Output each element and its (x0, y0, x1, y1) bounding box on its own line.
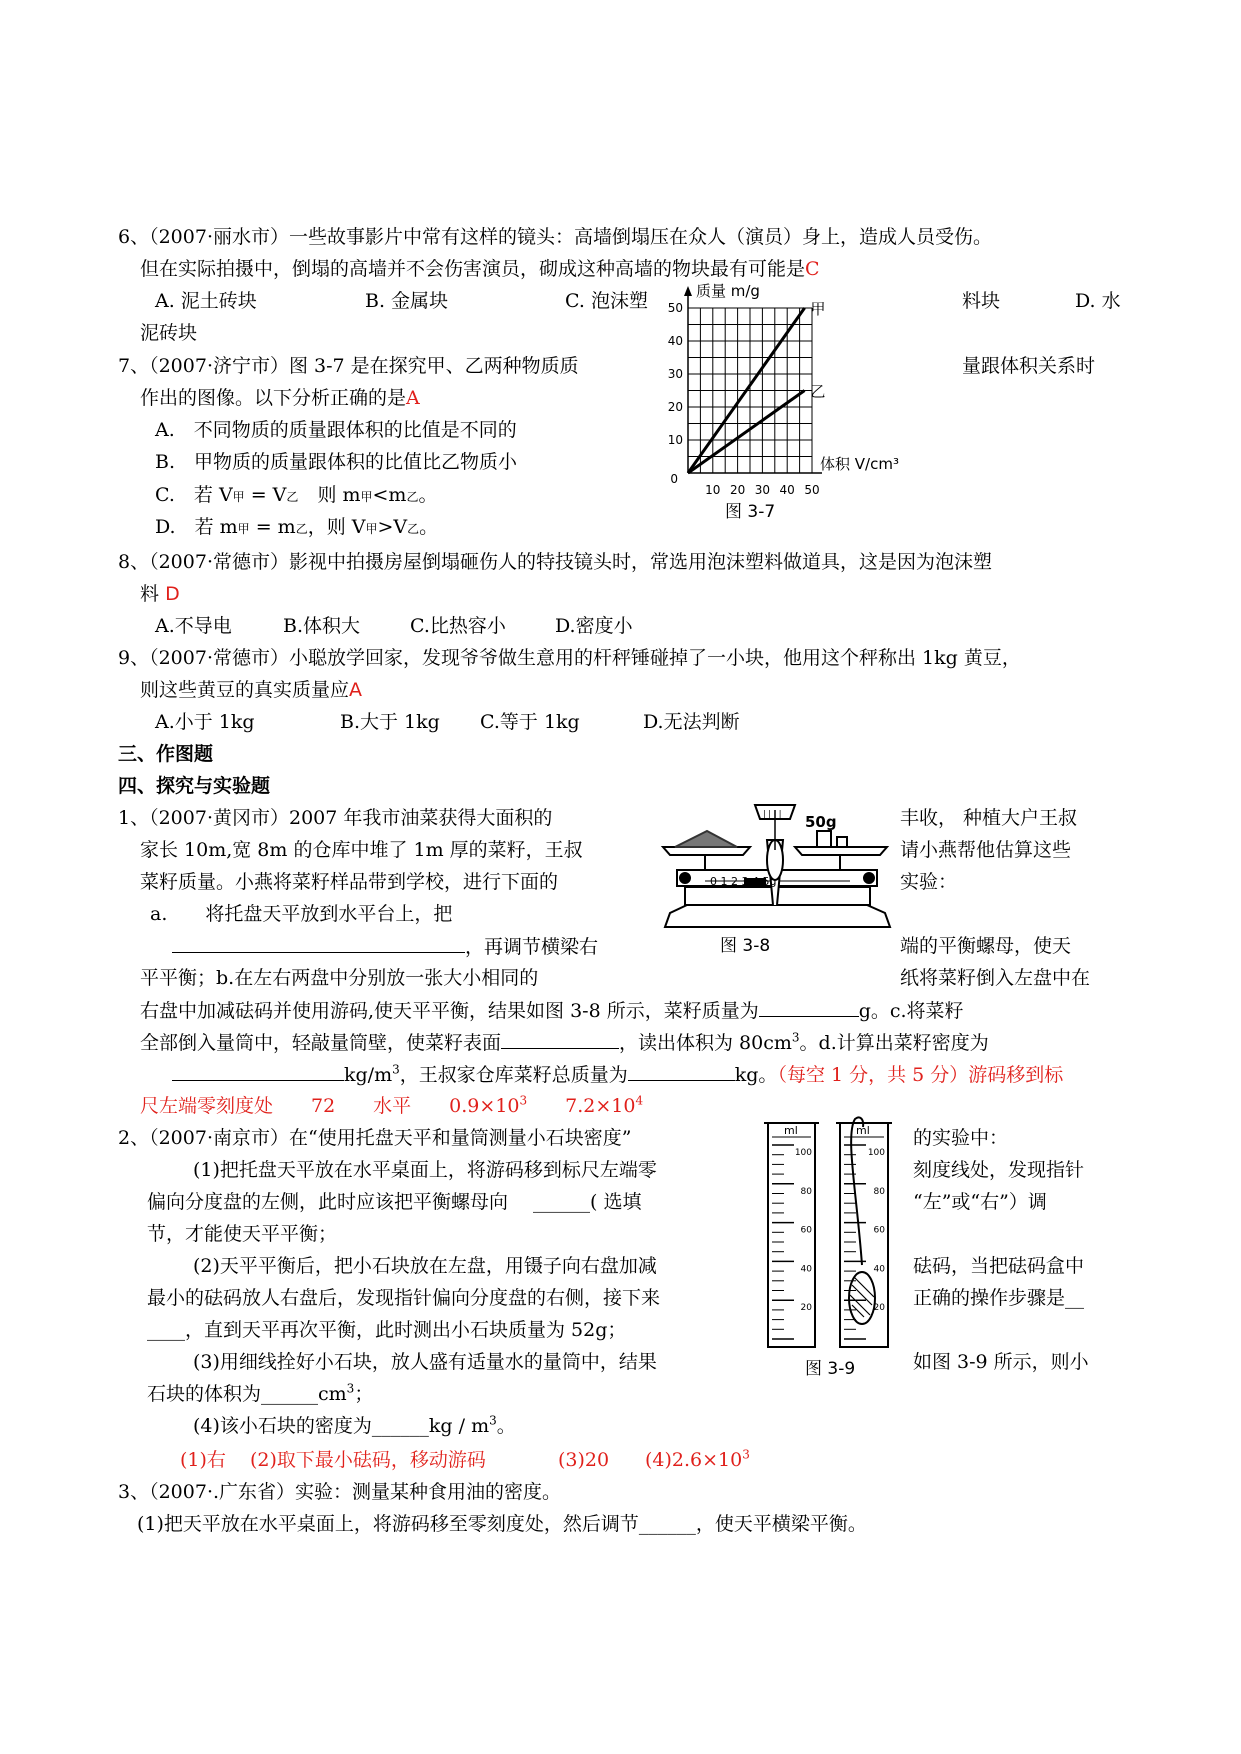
q8-line2: 料 D (140, 583, 180, 605)
q7-line2: 作出的图像。以下分析正确的是A (140, 387, 420, 409)
balance-weight-label: 50g (805, 813, 837, 831)
e2-line2-left: (1)把托盘天平放在水平桌面上，将游码移到标尺左端零 (193, 1159, 657, 1181)
y-tick-label: 20 (667, 400, 683, 414)
e2-line5-left: (2)天平平衡后，把小石块放在左盘，用镊子向右盘加减 (193, 1255, 657, 1277)
q9-option-c: C.等于 1kg (480, 711, 580, 733)
cylinder-tick-label: 40 (800, 1264, 812, 1275)
graduated-cylinders-figure (760, 1115, 900, 1355)
e1-blank-5 (628, 1062, 735, 1081)
cylinder-tick-label: 60 (800, 1225, 812, 1236)
series-label-2: 乙 (810, 382, 826, 401)
e1-line9: $kg/m^3$，王叔家仓库菜籽总质量为 kg。（每空 1 分，共 5 分）游码移到标 (172, 1062, 1063, 1087)
e3-line2: (1)把天平放在水平桌面上，将游码移至零刻度处，然后调节______，使天平横梁平衡。 (137, 1513, 867, 1535)
q7-option-c: C. 若 V甲 = V乙 则 m甲<m乙。 (155, 484, 438, 506)
section-4-heading: 四、探究与实验题 (118, 775, 271, 797)
balance-scale-figure (655, 795, 900, 930)
y-axis-label: 质量 m/g (696, 282, 760, 300)
q6-option-c-right: 料块 (962, 290, 1001, 312)
q7-answer: A (406, 387, 420, 409)
e2-line3-left: 偏向分度盘的左侧，此时应该把平衡螺母向 ______( 选填 (147, 1191, 642, 1213)
q6-option-a: A. 泥土砖块 (155, 290, 257, 312)
e1-line6-right: 纸将菜籽倒入左盘中在 (900, 967, 1091, 989)
right-cylinder-unit: ml (856, 1124, 870, 1137)
e2-line2-right: 刻度线处，发现指针 (913, 1159, 1085, 1181)
e2-line4: 节，才能使天平平衡； (147, 1223, 338, 1245)
x-tick-label: 30 (754, 483, 771, 497)
e2-line7: ____，直到天平再次平衡，此时测出小石块质量为 52g； (147, 1319, 627, 1341)
q8-option-a: A.不导电 (155, 615, 232, 637)
cylinder-tick-label: 100 (794, 1148, 812, 1158)
e2-answer-2: (2)取下最小砝码，移动游码 (250, 1449, 486, 1471)
q8-line1: 8、（2007·常德市）影视中拍摄房屋倒塌砸伤人的特技镜头时，常选用泡沫塑料做道具，这是因为泡沫塑 (118, 551, 992, 573)
e1-blank-3 (501, 1030, 619, 1049)
balance-scale-label: 0 1 2 3 4 5g (710, 875, 777, 888)
figure-3-9-caption: 图 3-9 (805, 1359, 856, 1379)
cylinder-tick-label: 100 (867, 1148, 885, 1158)
q7-option-b: B. 甲物质的质量跟体积的比值比乙物质小 (155, 451, 518, 473)
q6-option-d-left: D. 水 (1075, 290, 1121, 312)
e1-line2-right: 请小燕帮他估算这些 (900, 839, 1072, 861)
x-tick-label: 40 (779, 483, 795, 497)
q6-option-d-right: 泥砖块 (140, 322, 198, 344)
e1-line3-left: 菜籽质量。小燕将菜籽样品带到学校，进行下面的 (140, 871, 559, 893)
left-cylinder-ticks (772, 1145, 812, 1339)
q6-answer: C (805, 258, 820, 280)
q9-line2: 则这些黄豆的真实质量应A (140, 679, 363, 701)
e2-line6-left: 最小的砝码放人右盘后，发现指针偏向分度盘的右侧，接下来 (147, 1287, 661, 1309)
cylinder-tick-label: 60 (873, 1225, 885, 1236)
q8-option-b: B.体积大 (283, 615, 361, 637)
y-tick-label: 10 (667, 433, 683, 447)
q7-option-d: D. 若 m甲 = m乙，则 V甲>V乙。 (155, 516, 439, 538)
figure-3-7-caption: 图 3-7 (725, 502, 776, 522)
cylinder-tick-label: 80 (873, 1186, 885, 1197)
e2-answer-4: $(4)2.6\times 10^3$ (645, 1447, 750, 1471)
q6-option-b: B. 金属块 (365, 290, 449, 312)
q8-option-d: D.密度小 (555, 615, 633, 637)
e1-blank-4 (172, 1062, 344, 1081)
q9-option-d: D.无法判断 (643, 711, 740, 733)
series-label-1: 甲 (810, 300, 826, 318)
e2-line8-left: (3)用细线拴好小石块，放人盛有适量水的量筒中，结果 (193, 1351, 657, 1373)
e1-line1-right: 丰收， 种植大户王叔 (900, 807, 1078, 829)
e2-line3-right: “左”或“右”）调 (913, 1191, 1047, 1213)
section-3-heading: 三、作图题 (118, 743, 214, 765)
q6-line2: 但在实际拍摄中，倒塌的高墙并不会伤害演员，砌成这种高墙的物块最有可能是C (140, 258, 820, 280)
e1-line6-left: 平平衡；b.在左右两盘中分别放一张大小相同的 (140, 967, 539, 989)
x-tick-label: 50 (804, 483, 820, 497)
q9-option-a: A.小于 1kg (155, 711, 255, 733)
q7-line1-right: 量跟体积关系时 (962, 355, 1096, 377)
q7-option-a: A. 不同物质的质量跟体积的比值是不同的 (155, 419, 517, 441)
e1-line3-right: 实验： (900, 871, 958, 893)
e1-line7: 右盘中加减砝码并使用游码,使天平平衡，结果如图 3-8 所示，菜籽质量为 g。c.将菜籽 (140, 1000, 964, 1022)
e2-line5-right: 砝码，当把砝码盒中 (913, 1255, 1085, 1277)
q6-option-c-left: C. 泡沫塑 (565, 290, 648, 312)
q9-option-b: B.大于 1kg (340, 711, 440, 733)
y-tick-label: 30 (667, 367, 683, 381)
e1-line5: ，再调节横梁右 (172, 934, 598, 959)
left-cylinder-unit: ml (784, 1124, 798, 1137)
x-tick-label: 10 (705, 483, 721, 497)
q8-answer: D (165, 583, 180, 605)
e2-line1-right: 的实验中： (913, 1127, 1009, 1149)
figure-3-7-chart (660, 280, 950, 525)
e1-blank-2 (759, 998, 859, 1017)
cylinder-tick-label: 20 (873, 1303, 885, 1314)
e2-line8-right: 如图 3-9 所示，则小 (913, 1351, 1089, 1373)
x-tick-label: 20 (729, 483, 746, 497)
e1-line5-right: 端的平衡螺母，使天 (900, 935, 1072, 957)
e3-line1: 3、（2007·.广东省）实验：测量某种食用油的密度。 (118, 1481, 562, 1503)
q7-line1-left: 7、（2007·济宁市）图 3-7 是在探究甲、乙两种物质质 (118, 355, 579, 377)
e1-answers: 尺左端零刻度处 72 水平 $0.9\times 10^3$ $7.2\times 10^4$ (140, 1093, 644, 1117)
e1-score-note: （每空 1 分，共 5 分）游码移到标 (777, 1064, 1064, 1086)
origin-label: 0 (670, 472, 678, 486)
q9-answer: A (349, 679, 363, 701)
x-axis-label: 体积 V/cm³ (820, 455, 899, 473)
e2-line9: 石块的体积为$\_\_\_\_\_\_cm^3$； (147, 1381, 374, 1405)
e1-line1-left: 1、（2007·黄冈市）2007 年我市油菜获得大面积的 (118, 807, 553, 829)
q8-option-c: C.比热容小 (410, 615, 506, 637)
cylinder-tick-label: 20 (800, 1303, 812, 1314)
y-tick-label: 40 (667, 334, 683, 348)
q9-line1: 9、（2007·常德市）小聪放学回家，发现爷爷做生意用的杆秤锤碰掉了一小块，他用这个秤称出 1kg 黄豆， (118, 647, 1021, 669)
e2-answer-1: (1)右 (180, 1449, 226, 1471)
e2-line6-right: 正确的操作步骤是__ (913, 1287, 1085, 1309)
e2-answer-3: (3)20 (558, 1449, 610, 1471)
e1-line2-left: 家长 10m,宽 8m 的仓库中堆了 1m 厚的菜籽，王叔 (140, 839, 583, 861)
cylinder-tick-label: 40 (873, 1264, 885, 1275)
svg-text:| | | |: | | | | (763, 809, 782, 818)
figure-3-8-caption: 图 3-8 (720, 936, 771, 956)
e1-blank-1 (172, 934, 465, 953)
cylinder-tick-label: 80 (800, 1186, 812, 1197)
e1-line8: 全部倒入量筒中，轻敲量筒壁，使菜籽表面 ，读出体积为 $80cm^3$。d.计算出菜籽密度为 (140, 1030, 989, 1054)
q6-line1: 6、（2007·丽水市）一些故事影片中常有这样的镜头：高墙倒塌压在众人（演员）身上，造成人员受伤。 (118, 226, 992, 248)
e2-line1-left: 2、（2007·南京市）在“使用托盘天平和量筒测量小石块密度” (118, 1127, 632, 1149)
y-axis-arrow (684, 286, 692, 296)
e2-line10: (4)该小石块的密度为______kg / $m^3$。 (193, 1413, 516, 1437)
y-tick-label: 50 (667, 301, 683, 315)
e1-line4: a. 将托盘天平放到水平台上，把 (150, 903, 453, 925)
